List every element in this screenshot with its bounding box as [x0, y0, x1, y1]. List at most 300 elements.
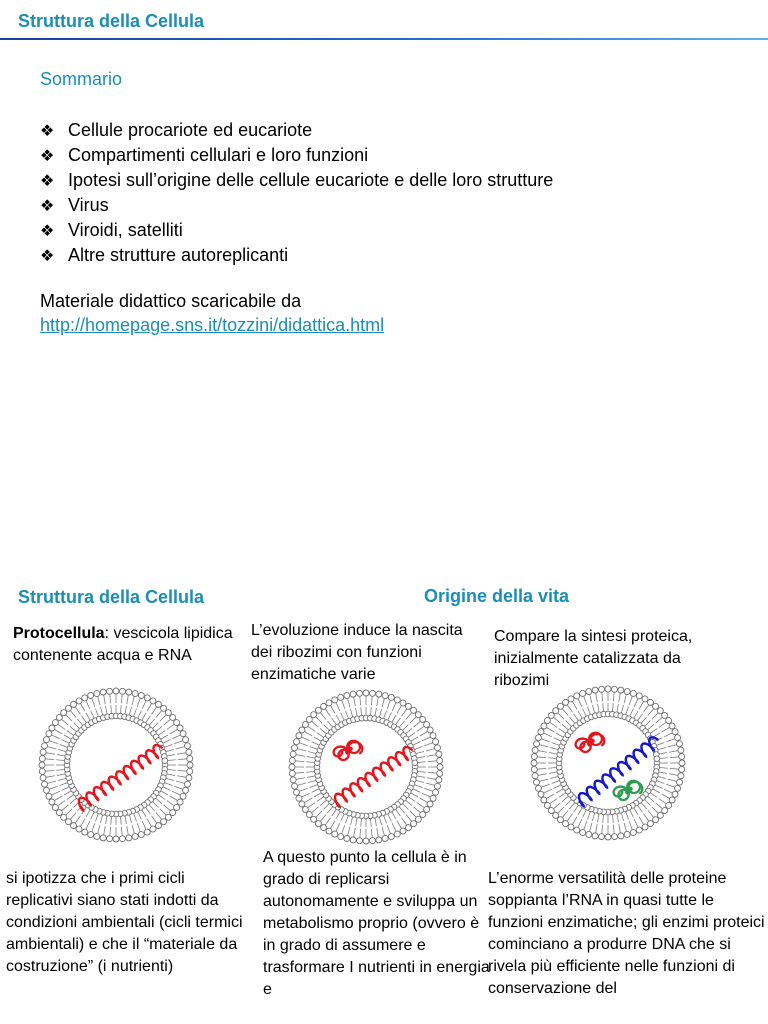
lipid-head	[400, 700, 406, 706]
lipid-membrane	[531, 686, 685, 840]
lipid-tail	[655, 803, 662, 809]
lipid-head	[42, 743, 48, 749]
lipid-head	[433, 789, 439, 795]
lipid-head	[437, 764, 443, 770]
lipid-head	[611, 686, 617, 692]
lipid-tail	[417, 726, 424, 731]
lipid-head	[302, 806, 308, 812]
lipid-tail	[331, 821, 336, 829]
lipid-tail	[153, 802, 159, 808]
lipid-head	[94, 833, 100, 839]
lipid-head	[293, 739, 299, 745]
lipid-tail	[325, 709, 330, 716]
lipid-tail	[82, 716, 87, 723]
lipid-tail	[178, 759, 187, 760]
lipid-head	[82, 829, 88, 835]
lipid-head	[662, 808, 668, 814]
lipid-tail	[58, 749, 66, 751]
lipid-tail	[307, 757, 315, 758]
lipid-head	[427, 801, 433, 807]
lipid-head	[541, 723, 547, 729]
lipid-tail	[125, 816, 126, 824]
lipid-head	[388, 834, 394, 840]
lipid-head	[94, 691, 100, 697]
lipid-tail	[149, 719, 154, 725]
lipid-tail	[664, 789, 672, 793]
lipid-head	[132, 691, 138, 697]
lipid-tail	[587, 812, 590, 820]
lipid-tail	[159, 795, 166, 800]
lipid-head	[636, 827, 642, 833]
lipid-tail	[95, 709, 98, 717]
lipid-tail	[161, 735, 168, 739]
lipid-head	[411, 821, 417, 827]
lipid-tail	[541, 784, 549, 787]
lipid-tail	[70, 726, 76, 731]
lipid-head	[675, 785, 681, 791]
lipid-head	[119, 836, 125, 842]
lipid-tail	[348, 698, 350, 707]
lipid-tail	[152, 707, 157, 714]
lipid-head	[672, 729, 678, 735]
lipid-head	[332, 697, 338, 703]
lipid-tail	[360, 696, 361, 705]
lipid-head	[49, 799, 55, 805]
lipid-head	[107, 836, 113, 842]
lipid-tail	[66, 809, 72, 815]
lipid-tail	[624, 823, 626, 832]
lipid-head	[553, 708, 559, 714]
lipid-head	[302, 722, 308, 728]
lipid-tail	[60, 783, 68, 786]
lipid-tail	[86, 821, 90, 829]
lipid-tail	[324, 725, 330, 731]
protocell-caption: Protocellula: vescicola lipidica contenente acqua e RNA	[13, 625, 233, 664]
lipid-tail	[413, 721, 420, 727]
lipid-tail	[558, 807, 564, 813]
lipid-tail	[613, 692, 614, 701]
lipid-head	[289, 758, 295, 764]
lipid-tail	[168, 770, 176, 771]
lipid-head	[412, 760, 418, 766]
lipid-head	[642, 824, 648, 830]
lipid-tail	[411, 793, 418, 797]
lipid-head	[563, 821, 569, 827]
lipid-tail	[648, 796, 654, 801]
lipid-tail	[170, 730, 178, 735]
lipid-head	[531, 754, 537, 760]
lipid-tail	[406, 728, 412, 733]
lipid-head	[306, 812, 312, 818]
lipid-head	[534, 741, 540, 747]
lipid-head	[369, 690, 375, 696]
lipid-head	[541, 797, 547, 803]
lipid-tail	[111, 817, 112, 825]
lipid-tail	[657, 742, 665, 745]
lipid-head	[376, 837, 382, 843]
bullet-diamond-icon: ❖	[40, 121, 55, 140]
dna-explanation: L’enorme versatilità delle proteine soppianta l’RNA in quasi tutte le funzioni enzimatiche; gli enzimi proteici cominciano a produrre DNA che si rivela più efficiente nelle funzioni di conservazione del	[488, 870, 765, 997]
lipid-head	[289, 764, 295, 770]
lipid-head	[326, 828, 332, 834]
lipid-tail	[295, 772, 304, 773]
lipid-tail	[306, 772, 314, 773]
lipid-tail	[382, 827, 384, 836]
lipid-head	[415, 816, 421, 822]
lipid-head	[427, 727, 433, 733]
lipid-head	[434, 745, 440, 751]
lipid-tail	[129, 707, 131, 715]
protocell-diagram	[36, 685, 196, 845]
lipid-tail	[587, 707, 590, 715]
lipid-tail	[669, 774, 678, 776]
lipid-membrane	[289, 690, 443, 844]
lipid-head	[611, 834, 617, 840]
lipid-tail	[121, 705, 122, 713]
lipid-tail	[160, 715, 166, 721]
lipid-head	[46, 793, 52, 799]
lipid-tail	[552, 781, 560, 784]
lipid-head	[666, 802, 672, 808]
lipid-tail	[177, 776, 186, 778]
lipid-head	[618, 687, 624, 693]
lipid-head	[662, 712, 668, 718]
protocell-term: Protocellula	[13, 625, 105, 642]
lipid-head	[544, 718, 550, 724]
lipid-tail	[308, 726, 315, 731]
lipid-tail	[662, 728, 670, 733]
lipid-tail	[121, 817, 122, 825]
lipid-head	[174, 804, 180, 810]
lipid-tail	[559, 729, 566, 734]
lipid-tail	[402, 818, 407, 825]
lipid-tail	[310, 785, 318, 788]
lipid-tail	[163, 805, 170, 811]
lipid-head	[296, 795, 302, 801]
lipid-head	[669, 723, 675, 729]
lipid-head	[321, 703, 327, 709]
lipid-tail	[384, 816, 387, 824]
lipid-head	[669, 797, 675, 803]
lipid-tail	[320, 814, 326, 821]
lipid-membrane	[39, 688, 193, 842]
lipid-head	[180, 731, 186, 737]
lipid-tail	[331, 706, 336, 714]
lipid-tail	[332, 718, 337, 725]
lipid-tail	[375, 708, 376, 716]
lipid-head	[170, 714, 176, 720]
lipid-head	[126, 689, 132, 695]
lipid-head	[430, 795, 436, 801]
lipid-tail	[325, 818, 330, 825]
lipid-tail	[312, 742, 319, 745]
lipid-tail	[60, 744, 68, 747]
course-material	[40, 289, 384, 337]
lipid-head	[363, 838, 369, 844]
lipid-tail	[648, 724, 654, 729]
lipid-head	[306, 716, 312, 722]
lipid-head	[42, 781, 48, 787]
lipid-tail	[387, 700, 390, 708]
lipid-tail	[556, 789, 563, 793]
lipid-tail	[539, 779, 548, 781]
lipid-head	[311, 712, 317, 718]
lipid-tail	[142, 701, 146, 709]
lipid-tail	[361, 819, 362, 827]
lipid-head	[592, 687, 598, 693]
lipid-tail	[630, 810, 633, 817]
lipid-head	[144, 829, 150, 835]
lipid-tail	[163, 740, 170, 743]
lipid-head	[424, 722, 430, 728]
lipid-tail	[645, 800, 651, 806]
lipid-tail	[106, 706, 107, 714]
lipid-head	[184, 781, 190, 787]
lipid-tail	[384, 711, 387, 719]
bullet-diamond-icon: ❖	[40, 171, 55, 190]
lipid-tail	[592, 813, 594, 821]
slide-title: Struttura della Cellula	[18, 11, 205, 31]
lipid-head	[61, 814, 67, 820]
lipid-tail	[312, 807, 319, 813]
lipid-head	[138, 832, 144, 838]
lipid-head	[647, 699, 653, 705]
lipid-tail	[86, 810, 90, 817]
lipid-tail	[403, 725, 409, 731]
lipid-tail	[47, 781, 56, 783]
lipid-head	[177, 725, 183, 731]
lipid-head	[113, 836, 119, 842]
section-heading: Sommario	[40, 69, 123, 89]
lipid-head	[420, 716, 426, 722]
lipid-tail	[75, 816, 80, 823]
lipid-tail	[552, 742, 560, 745]
lipid-tail	[428, 761, 437, 762]
lipid-tail	[416, 751, 424, 753]
lipid-tail	[420, 798, 428, 803]
lipid-tail	[86, 713, 90, 720]
lipid-head	[653, 817, 659, 823]
lipid-tail	[170, 796, 178, 801]
lipid-head	[394, 697, 400, 703]
lipid-head	[183, 737, 189, 743]
lipid-tail	[638, 714, 643, 721]
list-item: ❖ Ipotesi sull’origine delle cellule eucariote e delle loro strutture	[40, 168, 553, 193]
lipid-head	[293, 789, 299, 795]
lipid-head	[290, 777, 296, 783]
lipid-tail	[648, 810, 654, 817]
lipid-head	[557, 703, 563, 709]
lipid-tail	[341, 814, 344, 821]
lipid-tail	[550, 747, 558, 749]
lipid-tail	[70, 812, 76, 819]
lipid-tail	[100, 815, 102, 823]
lipid-tail	[156, 812, 162, 819]
lipid-tail	[147, 819, 152, 827]
lipid-tail	[662, 794, 670, 799]
lipid-tail	[146, 808, 151, 815]
lipid-tail	[161, 791, 168, 795]
lipid-tail	[320, 800, 326, 805]
lipid-tail	[111, 705, 112, 713]
ribozyme-caption: L’evoluzione induce la nascita dei ribozimi con funzioni enzimatiche varie	[251, 622, 463, 683]
lipid-head	[170, 810, 176, 816]
lipid-head	[162, 758, 168, 764]
lipid-tail	[596, 824, 598, 833]
lipid-tail	[387, 825, 390, 833]
lipid-tail	[336, 715, 340, 722]
lipid-tail	[299, 743, 307, 746]
lipid-tail	[567, 814, 572, 821]
lipid-head	[292, 783, 298, 789]
lipid-tail	[544, 789, 552, 793]
lipid-tail	[46, 753, 55, 755]
slide-origin-of-life	[0, 575, 768, 1024]
lipid-tail	[348, 827, 350, 836]
lipid-tail	[578, 808, 582, 815]
lipid-tail	[354, 697, 356, 706]
lipid-tail	[52, 791, 60, 795]
lipid-tail	[58, 724, 65, 729]
lipid-tail	[58, 801, 65, 806]
lipid-head	[534, 779, 540, 785]
lipid-tail	[613, 825, 614, 834]
lipid-tail	[45, 770, 54, 771]
lipid-tail	[392, 823, 396, 831]
lipid-tail	[142, 821, 146, 829]
lipid-tail	[302, 793, 310, 797]
lipid-tail	[639, 702, 644, 710]
lipid-head	[382, 693, 388, 699]
lipid-tail	[379, 817, 381, 825]
lipid-head	[548, 712, 554, 718]
lipid-tail	[57, 774, 65, 775]
lipid-head	[653, 703, 659, 709]
lipid-tail	[142, 713, 146, 720]
lipid-tail	[415, 746, 423, 749]
lipid-head	[580, 830, 586, 836]
lipid-tail	[550, 722, 557, 727]
lipid-tail	[598, 814, 599, 822]
lipid-tail	[624, 694, 626, 703]
lipid-tail	[574, 806, 579, 813]
lipid-head	[350, 837, 356, 843]
lipid-tail	[316, 811, 322, 817]
lipid-tail	[342, 825, 345, 833]
lipid-tail	[569, 803, 574, 809]
lipid-tail	[559, 793, 566, 798]
lipid-tail	[174, 786, 182, 789]
lipid-tail	[652, 807, 658, 813]
lipid-head	[580, 690, 586, 696]
lipid-tail	[86, 701, 90, 709]
lipid-head	[586, 831, 592, 837]
lipid-tail	[573, 702, 578, 710]
lipid-tail	[558, 713, 564, 719]
lipid-tail	[629, 696, 632, 704]
lipid-tail	[634, 699, 638, 707]
lipid-head	[657, 708, 663, 714]
lipid-tail	[62, 787, 69, 790]
lipid-tail	[634, 819, 638, 827]
lipid-head	[174, 720, 180, 726]
lipid-tail	[49, 786, 57, 789]
lipid-tail	[342, 700, 345, 708]
lipid-tail	[375, 818, 376, 826]
lipid-tail	[426, 749, 435, 751]
lipid-tail	[658, 776, 666, 778]
lipid-tail	[167, 774, 175, 775]
lipid-tail	[142, 810, 146, 817]
lipid-head	[531, 766, 537, 772]
lipid-tail	[548, 758, 556, 759]
lipid-head	[369, 838, 375, 844]
lipid-tail	[152, 816, 157, 823]
lipid-head	[177, 799, 183, 805]
lipid-tail	[659, 722, 666, 727]
lipid-tail	[602, 692, 603, 701]
lipid-head	[436, 751, 442, 757]
lipid-tail	[81, 704, 86, 712]
lipid-tail	[55, 730, 63, 735]
lipid-tail	[617, 704, 618, 712]
lipid-head	[292, 745, 298, 751]
lipid-tail	[327, 721, 332, 727]
material-link[interactable]: http://homepage.sns.it/tozzini/didattica.html	[40, 315, 385, 335]
lipid-tail	[409, 797, 416, 802]
lipid-tail	[336, 823, 340, 831]
lipid-tail	[172, 735, 180, 739]
lipid-tail	[341, 713, 344, 720]
lipid-tail	[617, 814, 618, 822]
lipid-head	[657, 812, 663, 818]
lipid-tail	[125, 706, 126, 714]
lipid-tail	[163, 719, 170, 725]
lipid-tail	[537, 768, 546, 769]
lipid-head	[186, 775, 192, 781]
lipid-head	[315, 821, 321, 827]
lipid-tail	[305, 798, 313, 803]
lipid-tail	[619, 824, 621, 833]
lipid-head	[618, 833, 624, 839]
lipid-head	[138, 692, 144, 698]
lipid-tail	[538, 774, 547, 776]
lipid-head	[52, 804, 58, 810]
lipid-tail	[371, 829, 372, 838]
lipid-head	[107, 688, 113, 694]
ribozyme-red	[334, 741, 363, 760]
lipid-tail	[669, 751, 678, 753]
lipid-head	[40, 775, 46, 781]
lipid-tail	[100, 707, 102, 715]
lipid-tail	[660, 768, 668, 769]
lipid-tail	[424, 788, 432, 791]
lipid-head	[630, 830, 636, 836]
lipid-head	[400, 828, 406, 834]
lipid-tail	[57, 755, 65, 756]
lipid-head	[548, 808, 554, 814]
lipid-tail	[666, 784, 674, 787]
lipid-head	[678, 747, 684, 753]
lipid-tail	[651, 793, 658, 798]
lipid-tail	[308, 803, 315, 808]
material-text: Materiale didattico scaricabile da	[40, 291, 302, 311]
lipid-tail	[165, 744, 173, 747]
lipid-tail	[377, 828, 379, 837]
lipid-tail	[666, 739, 674, 742]
lipid-tail	[336, 812, 340, 819]
lipid-tail	[590, 694, 592, 703]
